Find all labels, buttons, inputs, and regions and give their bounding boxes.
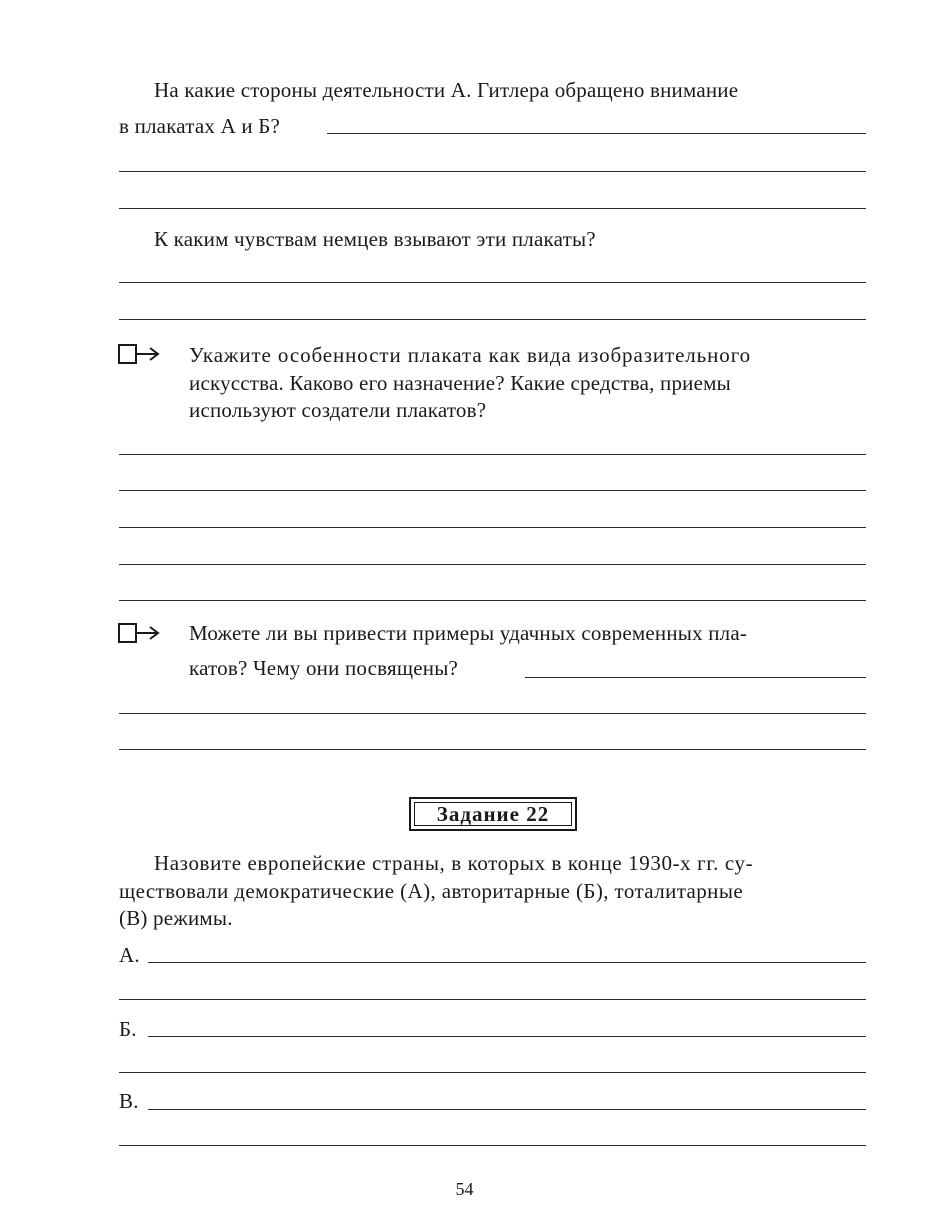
task-text-line-2: ществовали демократические (А), авторитарные (Б), тоталитарные [119,879,744,903]
answer-line[interactable] [119,282,866,283]
question-3-line-3: используют создатели плакатов? [189,398,487,422]
task-arrow-icon [118,343,162,367]
question-4-line-1: Можете ли вы привести примеры удачных современных пла- [189,621,748,645]
answer-line[interactable] [525,677,866,678]
question-1-line-2: в плакатах А и Б? [119,114,281,138]
page-number: 54 [455,1179,474,1199]
question-3-line-1: Укажите особенности плаката как вида изобразительного [189,343,752,367]
answer-line[interactable] [119,1072,866,1073]
question-4-line-2: катов? Чему они посвящены? [189,656,459,680]
answer-label-b: Б. [119,1017,137,1041]
question-3-line-2: искусства. Каково его назначение? Какие средства, приемы [189,371,731,395]
answer-label-c: В. [119,1089,139,1113]
answer-line[interactable] [119,564,866,565]
task-text-line-3: (В) режимы. [119,906,233,930]
answer-line[interactable] [119,319,866,320]
answer-line[interactable] [327,133,866,134]
question-1-line-1: На какие стороны деятельности А. Гитлера обращено внимание [154,78,739,102]
task-arrow-icon [118,622,162,646]
answer-line[interactable] [119,749,866,750]
question-2-line-1: К каким чувствам немцев взывают эти плакаты? [154,227,596,251]
answer-line[interactable] [119,208,866,209]
answer-line[interactable] [119,527,866,528]
answer-line[interactable] [119,490,866,491]
answer-line-b[interactable] [148,1036,866,1037]
task-title: Задание 22 [436,802,550,826]
answer-label-a: А. [119,943,140,967]
answer-line[interactable] [119,171,866,172]
task-text-line-1: Назовите европейские страны, в которых в конце 1930-х гг. су- [154,851,754,875]
answer-line[interactable] [119,713,866,714]
answer-line[interactable] [119,454,866,455]
answer-line[interactable] [119,999,866,1000]
answer-line[interactable] [119,1145,866,1146]
answer-line-c[interactable] [148,1109,866,1110]
answer-line-a[interactable] [148,962,866,963]
answer-line[interactable] [119,600,866,601]
